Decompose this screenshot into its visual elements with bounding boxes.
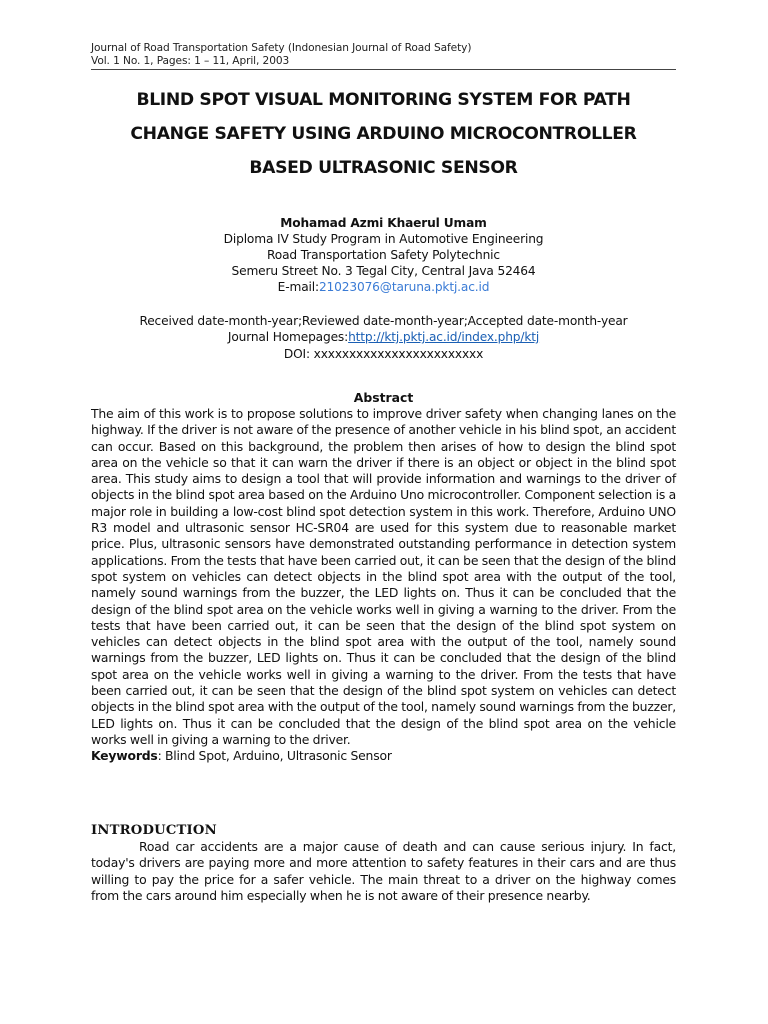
keywords-label: Keywords xyxy=(91,748,158,764)
author-name: Mohamad Azmi Khaerul Umam xyxy=(280,216,487,230)
header-divider xyxy=(91,69,676,70)
keywords-list: : Blind Spot, Arduino, Ultrasonic Sensor xyxy=(157,748,392,764)
title-line-2: CHANGE SAFETY USING ARDUINO MICROCONTROLLER xyxy=(130,124,637,144)
abstract-body: The aim of this work is to propose solutions to improve driver safety when changing lanes on the highway. If the driver is not aware of the presence of another vehicle in his blind spot, an accident can occur. Based on this background, the problem then arises of how to design the blind spot area on the vehicle so that it can warn the driver if there is an object or object in the blind spot area. This study aims to design a tool that will provide information and warnings to the driver of objects in the blind spot area based on the Arduino Uno microcontroller. Component selection is a major role in building a low-cost blind spot detection system in this work. Therefore, Arduino UNO R3 model and ultrasonic sensor HC-SR04 are used for this system due to reasonable market price. Plus, ultrasonic sensors have demonstrated outstanding performance in detection system applications. From the tests that have been carried out, it can be seen that the design of the blind spot system on vehicles can detect objects in the blind spot area with the output of the tool, namely sound warnings from the buzzer, the LED lights on. Thus it can be concluded that the design of the blind spot area on the vehicle works well in giving a warning to the driver. From the tests that have been carried out, it can be seen that the design of the blind spot system on vehicles can detect objects in the blind spot area with the output of the tool, namely sound warnings from the buzzer, LED lights on. Thus it can be concluded that the design of the blind spot area on the vehicle works well in giving a warning to the driver. From the tests that have been carried out, it can be seen that the design of the blind spot system on vehicles can detect objects in the blind spot area with the output of the tool, namely sound warnings from the buzzer, LED lights on. Thus it can be concluded that the design of the blind spot area on the vehicle works well in giving a warning to the driver. xyxy=(91,406,676,747)
abstract-section xyxy=(91,406,676,765)
email-label: E-mail: xyxy=(277,280,319,294)
introduction-body: Road car accidents are a major cause of death and can cause serious injury. In fact, today's drivers are paying more and more attention to safety features in their cars and are thus willing to pay the price for a safer vehicle. The main threat to a driver on the highway comes from the cars around him especially when he is not aware of their presence nearby. xyxy=(91,839,676,903)
title-line-3: BASED ULTRASONIC SENSOR xyxy=(249,158,518,178)
abstract-heading: Abstract xyxy=(353,390,414,405)
publication-info xyxy=(91,313,676,362)
homepage-line xyxy=(91,329,676,345)
affiliation-line-3: Semeru Street No. 3 Tegal City, Central Java 52464 xyxy=(231,264,536,278)
journal-name: Journal of Road Transportation Safety (Indonesian Journal of Road Safety) xyxy=(91,42,472,54)
doi-line: DOI: xxxxxxxxxxxxxxxxxxxxxxxx xyxy=(283,346,484,361)
introduction-heading: INTRODUCTION xyxy=(91,823,217,838)
homepage-label: Journal Homepages: xyxy=(227,330,349,345)
affiliation-line-2: Road Transportation Safety Polytechnic xyxy=(267,248,500,262)
email-line xyxy=(91,279,676,295)
email-link[interactable]: 21023076@taruna.pktj.ac.id xyxy=(318,280,490,294)
paper-page xyxy=(91,0,676,1024)
author-block xyxy=(91,215,676,295)
title-line-1: BLIND SPOT VISUAL MONITORING SYSTEM FOR PATH xyxy=(136,90,631,110)
affiliation-line-1: Diploma IV Study Program in Automotive Engineering xyxy=(223,232,544,246)
keywords-line xyxy=(91,748,676,764)
running-header xyxy=(91,42,676,68)
paper-title xyxy=(91,83,676,185)
dates-line: Received date-month-year;Reviewed date-month-year;Accepted date-month-year xyxy=(139,314,628,328)
volume-info: Vol. 1 No. 1, Pages: 1 – 11, April, 2003 xyxy=(91,55,290,67)
homepage-link[interactable]: http://ktj.pktj.ac.id/index.php/ktj xyxy=(348,330,540,345)
